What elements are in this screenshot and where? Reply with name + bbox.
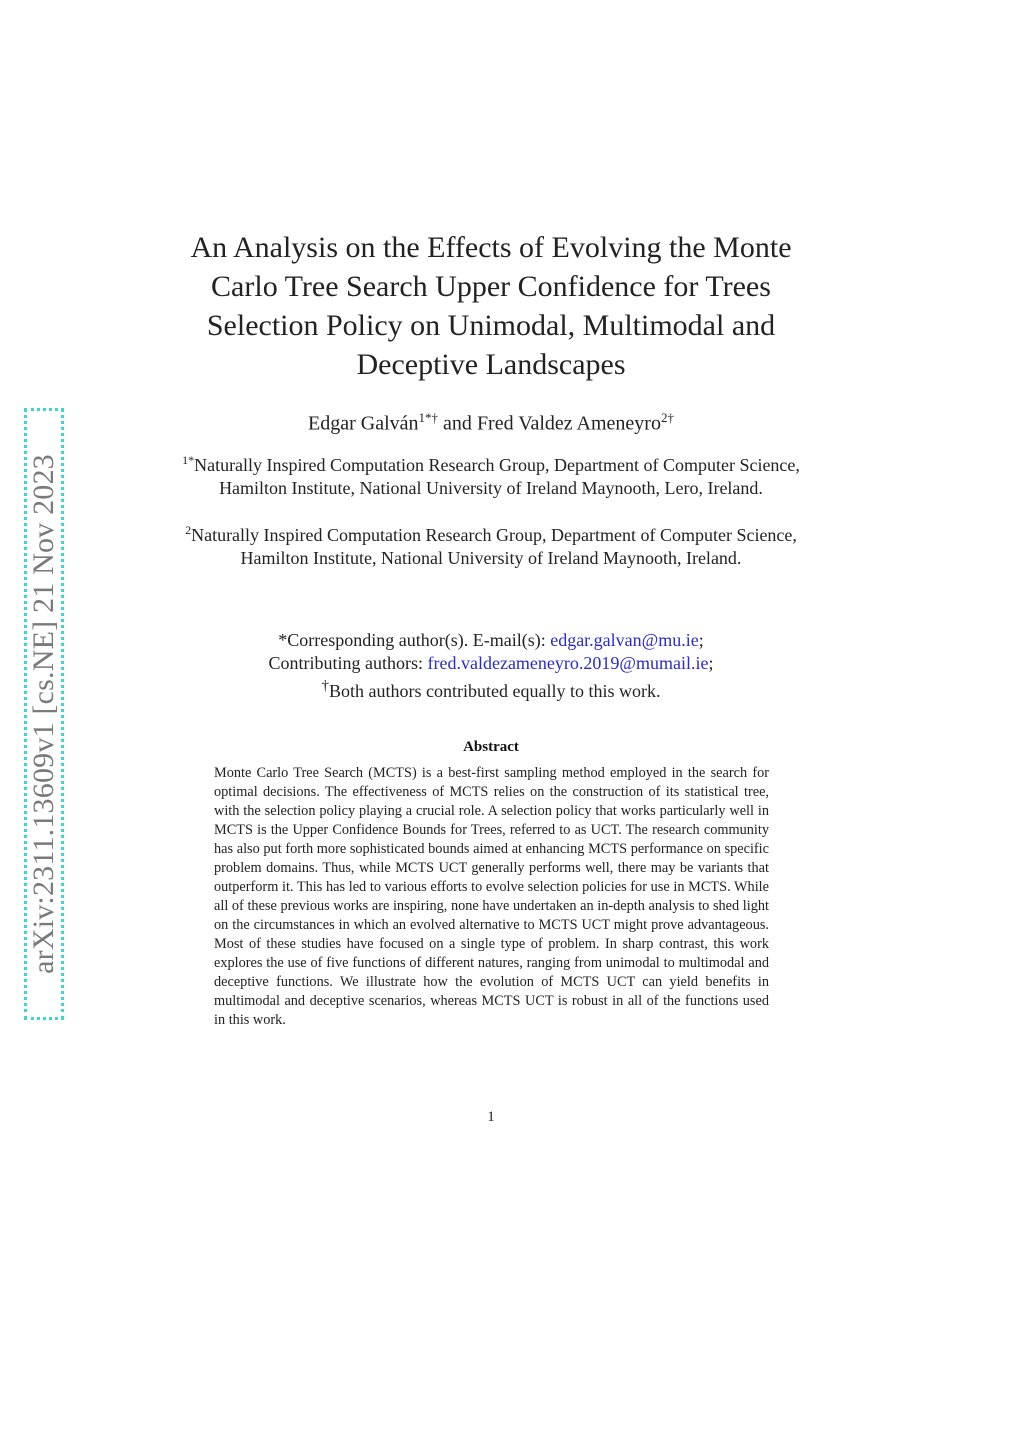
author-connector: and [438, 412, 477, 435]
abstract-body: Monte Carlo Tree Search (MCTS) is a best-first sampling method employed in the search for optimal decisions. The effectiveness of MCTS relies on the construction of its statistical tree, with the selection policy playing a crucial role. A selection policy that works particularly well in MCTS is the Upper Confidence Bounds for Trees, referred to as UCT. The research community has also put forth more sophisticated bounds aimed at enhancing MCTS performance on specific problem domains. Thus, while MCTS UCT generally performs well, there may be variants that outperform it. This has led to various efforts to evolve selection policies for use in MCTS. While all of these previous works are inspiring, none have undertaken an in-depth analysis to shed light on the circumstances in which an evolved alternative to MCTS UCT might prove advantageous. Most of these studies have focused on a single type of problem. In sharp contrast, this work explores the use of five functions of different natures, ranging from unimodal to multimodal and deceptive functions. We illustrate how the evolution of MCTS UCT can yield benefits in multimodal and deceptive scenarios, whereas MCTS UCT is robust in all of the functions used in this work. [214, 765, 769, 1028]
author-superscript: 1*† [418, 410, 439, 425]
arxiv-id: arXiv:2311.13609v1 [cs.NE] 21 Nov 2023 [27, 454, 60, 974]
dagger-symbol: † [321, 678, 330, 694]
corresponding-line [170, 629, 812, 652]
author-name: Edgar Galván [308, 412, 419, 435]
page-number: 1 [487, 1109, 495, 1125]
equal-contribution-text: Both authors contributed equally to this work. [329, 681, 661, 701]
paper-title: An Analysis on the Effects of Evolving the Monte Carlo Tree Search Upper Confidence for Trees Selection Policy on Unimodal, Multimodal and Deceptive Landscapes [190, 231, 792, 381]
affiliation-text: Naturally Inspired Computation Research Group, Department of Computer Science, Hamilton Institute, National University of Ireland Maynooth, Lero, Ireland. [194, 455, 800, 498]
arxiv-stamp [24, 408, 64, 1020]
affiliation-text: Naturally Inspired Computation Research Group, Department of Computer Science, Hamilton Institute, National University of Ireland Maynooth, Ireland. [191, 525, 797, 568]
contributing-line [170, 652, 812, 675]
affiliation [170, 449, 812, 500]
corresponding-prefix: *Corresponding author(s). E-mail(s): [278, 630, 551, 650]
contributing-prefix: Contributing authors: [268, 653, 428, 673]
author-superscript: 2† [660, 410, 674, 425]
contributing-email-link[interactable]: fred.valdezameneyro.2019@mumail.ie [427, 653, 709, 673]
corresponding-email-link[interactable]: edgar.galvan@mu.ie [550, 630, 699, 650]
equal-contribution-note [170, 675, 812, 703]
separator: ; [708, 653, 714, 673]
separator: ; [698, 630, 704, 650]
affiliation-superscript: 2 [185, 523, 192, 537]
affiliation [170, 519, 812, 570]
author-line [170, 410, 812, 436]
author-name: Fred Valdez Ameneyro [476, 412, 661, 435]
affiliation-superscript: 1* [182, 453, 195, 467]
abstract-heading: Abstract [463, 739, 519, 755]
contact-block [170, 629, 812, 703]
